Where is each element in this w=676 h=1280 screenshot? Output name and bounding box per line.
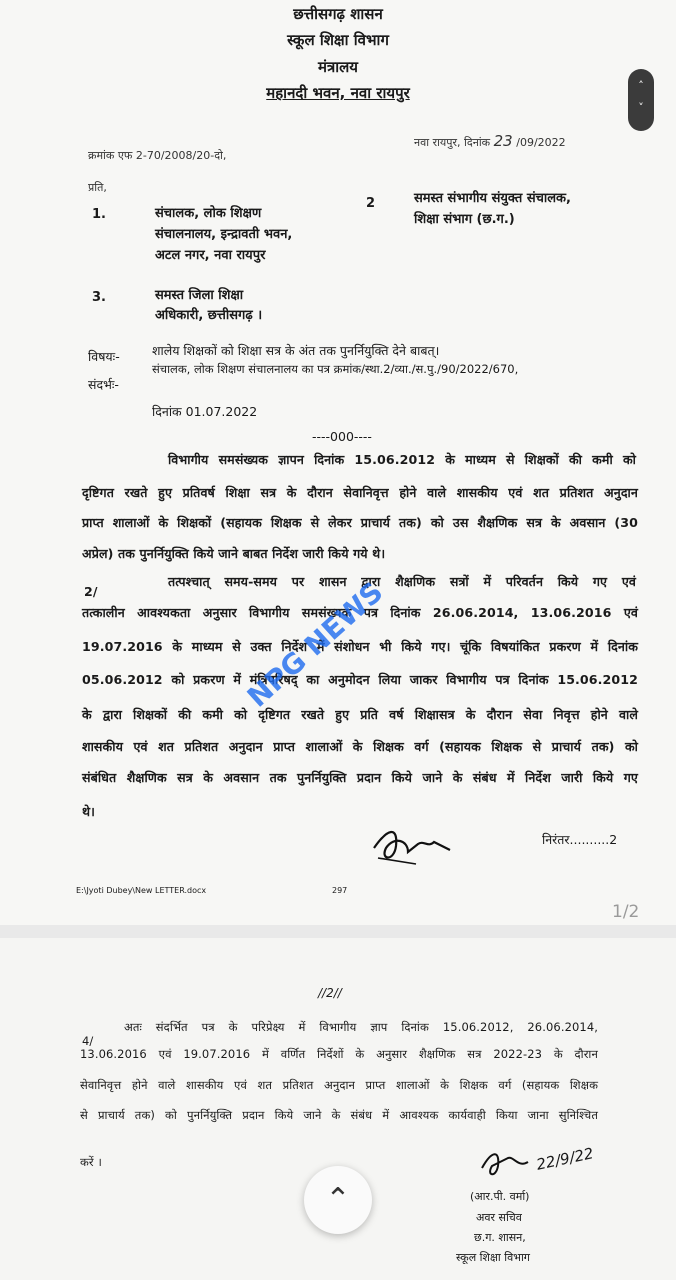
subject-label: विषयः- <box>88 349 120 364</box>
recipient-2-line-2: शिक्षा संभाग (छ.ग.) <box>414 212 515 227</box>
para4-number: 4/ <box>82 1034 94 1048</box>
header-line-4: महानदी भवन, नवा रायपुर <box>266 84 410 102</box>
recipient-3-line-2: अधिकारी, छत्तीसगढ़ । <box>155 308 263 323</box>
recipient-3-number: 3. <box>92 290 106 305</box>
para2-line-5: के द्वारा शिक्षकों की कमी को दृष्टिगत रखते हुए प्रति वर्ष शिक्षासत्र के दौरान सेवा निवृत्त होने वाले <box>82 707 638 722</box>
para2-line-8: थे। <box>82 804 96 819</box>
back-to-top-button[interactable] <box>304 1166 372 1234</box>
para2-line-2: तत्कालीन आवश्यकता अनुसार विभागीय समसंख्यक पत्र दिनांक 26.06.2014, 13.06.2016 एवं <box>82 605 638 620</box>
signature-2-scribble <box>478 1144 538 1184</box>
subject-text: शालेय शिक्षकों को शिक्षा सत्र के अंत तक पुनर्नियुक्ति देने बाबत्। <box>152 343 440 358</box>
para4-line-1: अतः संदर्भित पत्र के परिप्रेक्ष्य में विभागीय ज्ञाप दिनांक 15.06.2012, 26.06.2014, <box>124 1020 598 1034</box>
recipient-2-line-1: समस्त संभागीय संयुक्त संचालक, <box>414 191 571 206</box>
reference-number: क्रमांक एफ 2-70/2008/20-दो, <box>88 149 227 162</box>
footer-number: 297 <box>332 886 348 895</box>
signature-scribble <box>368 818 458 870</box>
para2-line-7: संबंधित शैक्षणिक सत्र के अवसान तक पुनर्नियुक्ति प्रदान किये जाने के संबंध में निर्देश जारी किये गए <box>82 770 638 785</box>
para2-line-4: 05.06.2012 को प्रकरण में मंत्रिपरिषद् का अनुमोदन लिया जाकर विभागीय पत्र दिनांक 15.06.2012 <box>82 672 638 687</box>
para1-line-1: विभागीय समसंख्यक ज्ञापन दिनांक 15.06.2012 के माध्यम से शिक्षकों की कमी को <box>168 452 636 467</box>
prati-label: प्रति, <box>88 181 107 194</box>
para1-line-4: अप्रेल) तक पुनर्नियुक्ति किये जाने बाबत निर्देश जारी किये गये थे। <box>82 546 386 561</box>
para2-line-1: तत्पश्चात् समय-समय पर शासन द्वारा शैक्षणिक सत्रों में परिवर्तन किये गए एवं <box>168 574 636 589</box>
para4-line-2: 13.06.2016 एवं 19.07.2016 में वर्णित निर्देशों के अनुसार शैक्षणिक सत्र 2022-23 के दौरान <box>80 1047 598 1061</box>
date-label: नवा रायपुर, दिनांक <box>414 136 491 149</box>
header-line-1: छत्तीसगढ़ शासन <box>293 5 383 23</box>
recipient-2-number: 2 <box>366 196 376 211</box>
signatory-title: अवर सचिव <box>476 1211 522 1224</box>
recipient-1-number: 1. <box>92 207 106 222</box>
para4-line-3: सेवानिवृत्त होने वाले शासकीय एवं शत प्रतिशत अनुदान प्राप्त शालाओं के शिक्षक वर्ग (सहायक शिक्षक <box>80 1078 598 1092</box>
page-indicator: 1/2 <box>612 902 640 922</box>
page-scroll-control[interactable] <box>628 69 654 131</box>
para4-line-5: करें । <box>80 1155 102 1169</box>
para2-line-3: 19.07.2016 के माध्यम से उक्त निर्देश में संशोधन भी किये गए। चूंकि विषयांकित प्रकरण में दिनांक <box>82 639 638 654</box>
recipient-1-line-1: संचालक, लोक शिक्षण <box>155 206 262 221</box>
chevron-up-icon[interactable]: ⌃ <box>325 1182 351 1217</box>
date-rest: /09/2022 <box>516 136 566 149</box>
signatory-name: (आर.पी. वर्मा) <box>470 1190 530 1203</box>
divider: ----000---- <box>312 429 372 444</box>
date-day: 23 <box>493 132 513 150</box>
footer-path: E:\Jyoti Dubey\New LETTER.docx <box>76 886 207 895</box>
watermark: NPG NEWS <box>240 575 390 714</box>
header-line-2: स्कूल शिक्षा विभाग <box>287 31 389 49</box>
recipient-1-line-2: संचालनालय, इन्द्रावती भवन, <box>155 227 293 242</box>
reference-label: संदर्भः- <box>88 377 119 392</box>
signature-date: 22/9/22 <box>534 1144 596 1174</box>
page-2-mark: //2// <box>318 986 342 1000</box>
signatory-government: छ.ग. शासन, <box>474 1231 526 1244</box>
recipient-3-line-1: समस्त जिला शिक्षा <box>155 288 244 303</box>
date-line <box>414 132 566 150</box>
reference-text: संचालक, लोक शिक्षण संचालनालय का पत्र क्रमांक/स्था.2/व्या./स.पु./90/2022/670, <box>152 362 519 376</box>
scroll-up-icon[interactable]: ˄ <box>638 79 644 92</box>
para1-line-2: दृष्टिगत रखते हुए प्रतिवर्ष शिक्षा सत्र के दौरान सेवानिवृत्त होने वाले शासकीय एवं शत प्रतिशत अनुदान <box>82 485 638 500</box>
reference-date: दिनांक 01.07.2022 <box>152 404 258 419</box>
signatory-department: स्कूल शिक्षा विभाग <box>456 1251 530 1264</box>
scroll-down-icon[interactable]: ˅ <box>638 101 644 114</box>
header-line-3: मंत्रालय <box>317 58 358 76</box>
para1-line-3: प्राप्त शालाओं के शिक्षकों (सहायक शिक्षक से लेकर प्राचार्य तक) को उस शैक्षणिक सत्र के अवसान (30 <box>82 515 638 530</box>
para2-number: 2/ <box>84 584 98 599</box>
para4-line-4: से प्राचार्य तक) को पुनर्नियुक्ति प्रदान किये जाने के संबंध में आवश्यक कार्यवाही किया जाना सुनिश्चित <box>80 1108 598 1122</box>
continued-label: निरंतर..........2 <box>542 832 618 847</box>
para2-line-6: शासकीय एवं शत प्रतिशत अनुदान प्राप्त शालाओं के शिक्षक वर्ग (सहायक शिक्षक से प्राचार्य तक) को <box>82 739 638 754</box>
recipient-1-line-3: अटल नगर, नवा रायपुर <box>155 248 266 263</box>
